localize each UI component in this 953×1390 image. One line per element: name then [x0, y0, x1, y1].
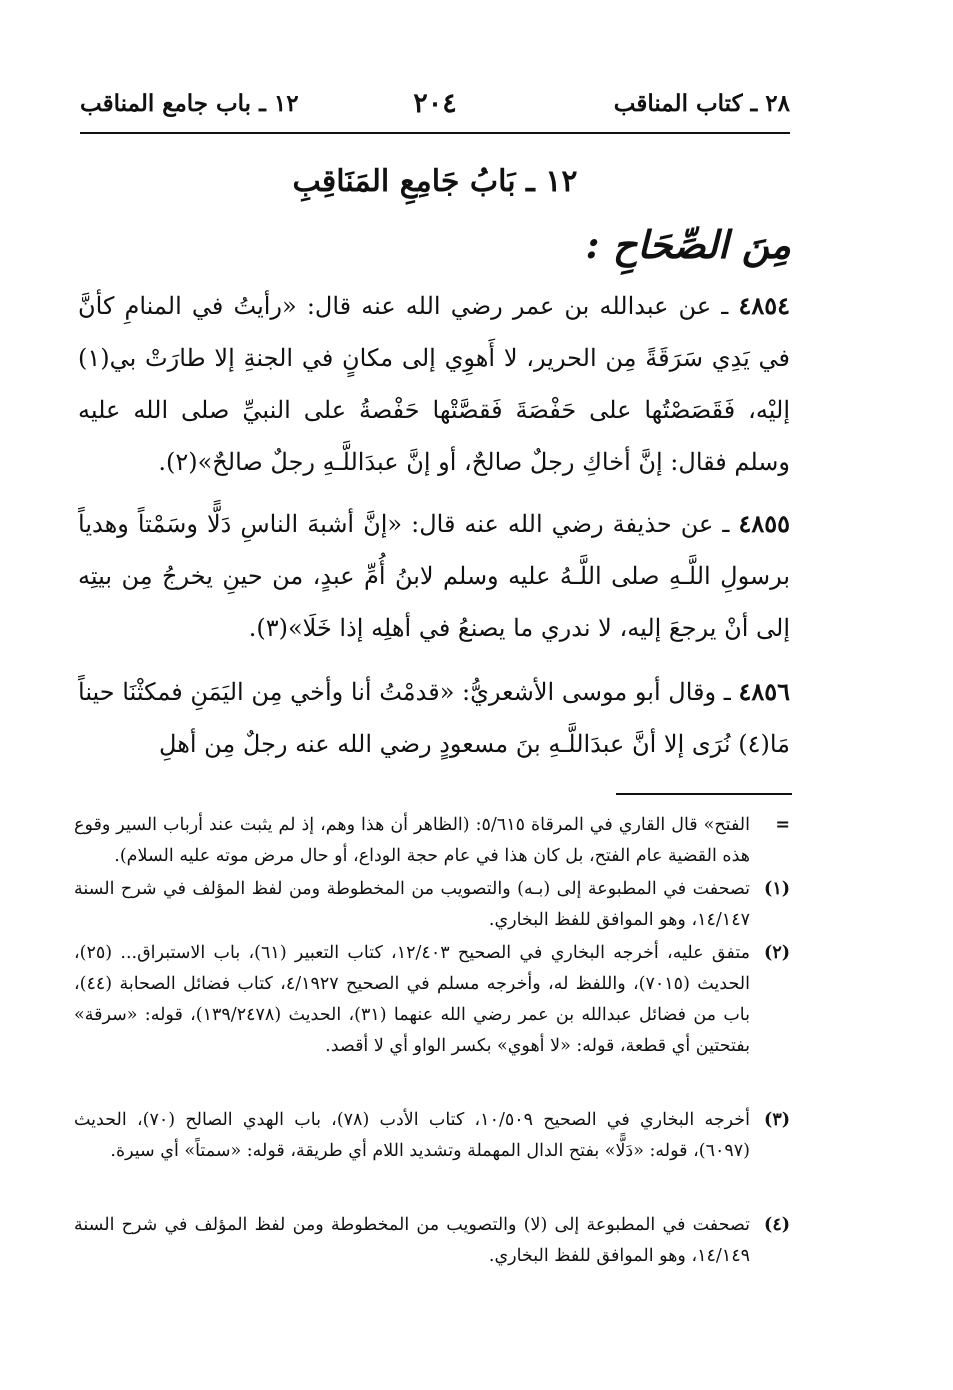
- footnote-3: [74, 1105, 790, 1167]
- footnote-2: [74, 938, 790, 1062]
- running-header: [80, 86, 790, 130]
- footnote-mark: =: [775, 815, 790, 835]
- hadith-number: ٤٨٥٦: [738, 677, 790, 706]
- footnote-separator: [616, 793, 792, 795]
- footnote-text: تصحفت في المطبوعة إلى (لا) والتصويب من المخطوطة ومن لفظ المؤلف في شرح السنة ١٤/١٤٩، وهو الموافق للفظ البخاري.: [74, 1215, 750, 1266]
- hadith-text: ـ عن حذيفة رضي الله عنه قال: «إنَّ أشبهَ الناسِ دَلًّا وسَمْتاً وهدياً برسولِ اللَّـهِ صلى اللَّـهُ عليه وسلم لابنُ أُمِّ عبدٍ، من حينِ يخرجُ مِن بيتِه إلى أنْ يرجعَ إليه، لا ندري ما يصنعُ في أهلِه إذا خَلَا»(٣).: [78, 510, 790, 642]
- header-book-title: ٢٨ ـ كتاب المناقب: [613, 90, 790, 117]
- footnote-mark: (٣): [764, 1110, 790, 1130]
- hadith-text: ـ وقال أبو موسى الأشعريُّ: «قدمْتُ أنا وأخي مِن اليَمَنِ فمكثْنَا حيناً مَا(٤) نُرَى إلا أنَّ عبدَاللَّـهِ بنَ مسعودٍ رضي الله عنه رجلٌ مِن أهلِ: [78, 678, 790, 758]
- page-number: ٢٠٤: [413, 88, 457, 119]
- footnote-mark: (١): [764, 879, 790, 899]
- header-chapter-title: ١٢ ـ باب جامع المناقب: [80, 90, 299, 117]
- footnote-text: أخرجه البخاري في الصحيح ١٠/٥٠٩، كتاب الأدب (٧٨)، باب الهدي الصالح (٧٠)، الحديث (٦٠٩٧)، قوله: «دَلًّا» بفتح الدال المهملة وتشديد اللام أي طريقة، قوله: «سمتاً» أي سيرة.: [74, 1110, 750, 1161]
- hadith-text: ـ عن عبدالله بن عمر رضي الله عنه قال: «رأيتُ في المنامِ كأنَّ في يَدِي سَرَقَةً مِن الحرير، لا أَهوِي إلى مكانٍ في الجنةِ إلا طارَتْ بي(١) إليْه، فَقَصَصْتُها على حَفْصَةَ فَقصَّتْها حَفْصةُ على النبيِّ صلى الله عليه وسلم فقال: إنَّ أخاكِ رجلٌ صالحٌ، أو إنَّ عبدَاللَّـهِ رجلٌ صالحٌ»(٢).: [78, 292, 790, 476]
- footnote-1: [74, 874, 790, 936]
- hadith-number: ٤٨٥٤: [738, 291, 790, 320]
- footnote-continuation: [74, 810, 790, 872]
- section-label: مِنَ الصِّحَاحِ :: [585, 222, 791, 267]
- chapter-title: ١٢ ـ بَابُ جَامِعِ المَنَاقِبِ: [292, 164, 578, 199]
- footnote-mark: (٢): [764, 943, 790, 963]
- footnote-text: تصحفت في المطبوعة إلى (بـه) والتصويب من المخطوطة ومن لفظ المؤلف في شرح السنة ١٤/١٤٧، وهو الموافق للفظ البخاري.: [74, 879, 750, 930]
- footnote-4: [74, 1210, 790, 1272]
- footnote-mark: (٤): [764, 1215, 790, 1235]
- footnote-text: الفتح» قال القاري في المرقاة ٥/٦١٥: (الظاهر أن هذا وهم، إذ لم يثبت عند أرباب السير وقوع هذه القضية عام الفتح، بل كان هذا في عام حجة الوداع، أو حال مرض موته عليه السلام).: [74, 815, 750, 866]
- hadith-4854: [78, 280, 790, 488]
- hadith-4855: [78, 498, 790, 654]
- footnote-text: متفق عليه، أخرجه البخاري في الصحيح ١٢/٤٠٣، كتاب التعبير (٦١)، باب الاستبراق... (٢٥)، الحديث (٧٠١٥)، واللفظ له، وأخرجه مسلم في الصحيح ٤/١٩٢٧، كتاب فضائل الصحابة (٤٤)، باب من فضائل عبدالله بن عمر رضي الله عنهما (٣١)، الحديث (١٣٩/٢٤٧٨)، قوله: «سرقة» بفتحتين أي قطعة، قوله: «لا أهوي» بكسر الواو أي لا أقصد.: [74, 943, 750, 1056]
- header-rule: [80, 132, 790, 134]
- hadith-number: ٤٨٥٥: [738, 509, 790, 538]
- hadith-4856: [78, 666, 790, 770]
